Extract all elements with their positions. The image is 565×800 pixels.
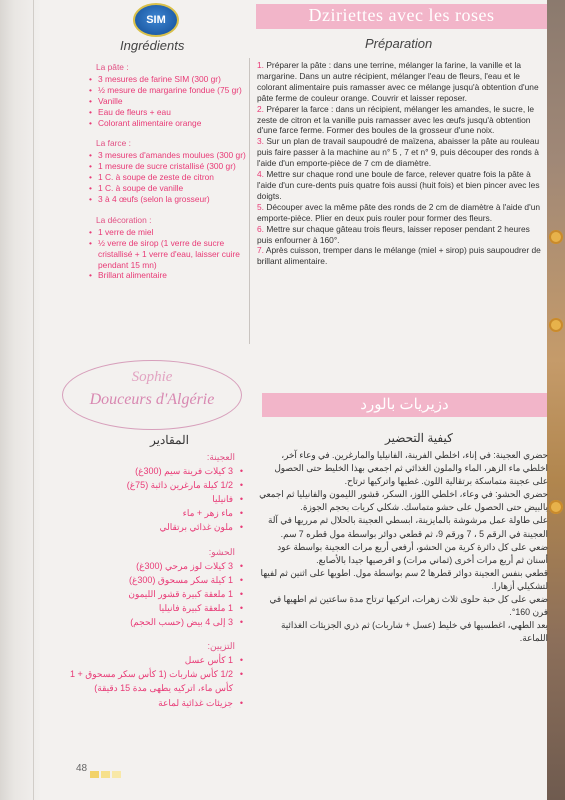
- arabic-preparation: [258, 449, 548, 645]
- flower-icon: [549, 500, 563, 514]
- ingredient-item: • 1 verre de miel: [88, 227, 248, 238]
- ingredient-item: • 1 كيلة سكر مسحوق (300غ): [60, 573, 245, 587]
- ingredient-item: • ماء زهر + ماء: [60, 506, 245, 520]
- step-text: Mettre sur chaque gâteau trois fleurs, laisser reposer pendant 2 heures puis enfourner à 160°.: [257, 223, 530, 245]
- ingredient-item: • 3 كيلات لوز مرحي (300غ): [60, 559, 245, 573]
- page-number: 48: [76, 763, 88, 774]
- step-text: على طاولة عمل مرشوشة بالمايزينة، ابسطي العجينة بالحلال ثم مرريها في آلة العجينة في الرقم 5 ، 7 ورقم 9، ثم قطعي دوائر بواسطة مول قطره 7 سم.: [268, 515, 548, 539]
- step-text: بعد الطهي، اغطسيها في خليط (عسل + شاربات) ثم ذري الجزيئات الغذائية اللماعة.: [281, 620, 548, 644]
- arabic-ingredients-heading: المقادير: [150, 433, 189, 447]
- ingredient-item: • 1 C. à soupe de vanille: [88, 183, 248, 194]
- flower-icon: [549, 318, 563, 332]
- stamp-line-1: Sophie: [131, 369, 173, 385]
- step: [257, 202, 547, 224]
- ingredient-item: • فانيليا: [60, 492, 245, 506]
- french-title: Dziriettes avec les roses: [308, 5, 495, 25]
- step-number: 7.: [257, 245, 264, 256]
- preparation-heading: Préparation: [365, 36, 433, 51]
- ingredient-item: • 3 إلى 4 بيض (حسب الحجم): [60, 615, 245, 629]
- arabic-title-bar: [262, 393, 547, 417]
- ingredient-item: • Colorant alimentaire orange: [88, 118, 248, 129]
- ingredient-item: • جزيئات غذائية لماعة: [60, 696, 245, 710]
- ingredient-item: • 3 mesures de farine SIM (300 gr): [88, 74, 248, 85]
- step-number: 4.: [257, 169, 264, 180]
- step-number: 1.: [257, 60, 264, 70]
- ingredient-item: • 1 كأس عسل: [60, 653, 245, 667]
- ingredient-item: • 1 C. à soupe de zeste de citron: [88, 172, 248, 183]
- step: [257, 245, 547, 267]
- ingredient-item: • Brillant alimentaire: [88, 270, 248, 281]
- step-text: حضري الحشو: في وعاء، اخلطي اللوز، السكر، قشور الليمون والفانيليا ثم اجمعي بالبيض حتى الحصول على حشو متماسك. شكلي كريات بحجم الجوزة.: [259, 489, 548, 513]
- ingredient-item: • 1/2 كأس شاربات (1 كأس سكر مسحوق + 1 كأس ماء، اتركيه يطهى مدة 15 دقيقة): [60, 667, 245, 695]
- ingredient-item: • 3 mesures d'amandes moulues (300 gr): [88, 150, 248, 161]
- step-text: Après cuisson, tremper dans le mélange (miel + sirop) puis saupoudrer de brillant alimentaire.: [257, 245, 541, 267]
- step-text: قطعي بنفس العجينة دوائر قطرها 2 سم بواسطة مول. اطويها على اثنين ثم لفيها لتشكيلي أزهارا.: [260, 567, 548, 591]
- step-text: Découper avec la même pâte des ronds de 2 cm de diamètre à l'aide d'un emporte-pièce. Plier en deux puis rouler pour former des fleurs.: [257, 201, 541, 223]
- step-text: Préparer la farce : dans un récipient, mélanger les amandes, le sucre, le zeste de citron et la vanille puis ramasser avec les œufs jusqu'à obtention d'une farce ferme. Former des boules de la grosseur d'une noix.: [257, 103, 535, 136]
- ingredient-item: • 1 mesure de sucre cristallisé (300 gr): [88, 161, 248, 172]
- page-ornament: [90, 765, 123, 783]
- flower-icon: [549, 230, 563, 244]
- brand-logo: SIM: [133, 3, 179, 37]
- french-title-bar: [256, 4, 547, 29]
- stamp-line-2: Douceurs d'Algérie: [89, 391, 215, 408]
- step-text: Sur un plan de travail saupoudré de maïzena, abaisser la pâte au rouleau puis faire passer à la machine au n° 5 , 7 et n° 9, puis découper des ronds à l'aide d'un emporte-pièce de 7 cm de diamètre.: [257, 136, 540, 169]
- step: [257, 169, 547, 202]
- step-text: Mettre sur chaque rond une boule de farce, relever quatre fois la pâte à l'aide d'un cure-dents puis quatre fois aussi (huit fois) et bien pincer avec les doigts.: [257, 169, 540, 201]
- step: [257, 104, 547, 137]
- ingredient-item: • ½ verre de sirop (1 verre de sucre cristallisé + 1 verre d'eau, laisser cuire pendant 15 mn): [88, 238, 248, 271]
- ingredients-heading: Ingrédients: [120, 38, 185, 53]
- ingredient-item: • 1 ملعقة كبيرة قشور الليمون: [60, 587, 245, 601]
- section-title: التزيين:: [207, 641, 235, 652]
- step-number: 6.: [257, 223, 264, 234]
- step-number: 2.: [257, 103, 264, 114]
- ingredient-item: • 3 à 4 œufs (selon la grosseur): [88, 194, 248, 205]
- step: [257, 136, 547, 169]
- ingredient-item: • 3 كيلات فرينة سيم (300غ): [60, 464, 245, 478]
- step-number: 5.: [257, 201, 264, 212]
- step-text: حضري العجينة: في إناء، اخلطي الفرينة، الفانيليا والمارغرين. في وعاء آخر، اخلطي ماء الزهر، الماء والملون الغذائي ثم اجمعي بهذا الخليط حتى الحصول على عجينة متماسكة برتقالية اللون. غطيها واتركيها ترتاح.: [274, 450, 548, 487]
- french-preparation: [257, 60, 547, 267]
- column-divider: [249, 58, 250, 344]
- ingredient-item: • Eau de fleurs + eau: [88, 107, 248, 118]
- section-title: الحشو:: [208, 546, 235, 557]
- arabic-title: دزيريات بالورد: [360, 396, 449, 413]
- photo-edge: [547, 0, 565, 800]
- step-text: Préparer la pâte : dans une terrine, mélanger la farine, la vanille et la margarine. Dans un autre récipient, mélanger l'eau de fleurs, l'eau et le colorant alimentaire puis ramasser avec ce mélange jusqu'à obtention d'une pâte ferme de couleur orange. Couvrir et laisser reposer.: [257, 60, 539, 103]
- ingredient-item: • Vanille: [88, 96, 248, 107]
- step-text: ضعي على كل دائرة كرية من الحشو، أرفعي أربع مرات العجينة بواسطة عود أسنان ثم أربع مرات أخرى (ثماني مرات) و اقرصيها جيدا بالأصابع.: [277, 541, 548, 565]
- ingredient-item: • 1 ملعقة كبيرة فانيليا: [60, 601, 245, 615]
- section-title: La farce :: [96, 138, 131, 149]
- step: [257, 60, 547, 104]
- ingredient-item: • ملون غذائي برتقالي: [60, 520, 245, 534]
- ingredient-item: • ½ mesure de margarine fondue (75 gr): [88, 85, 248, 96]
- watermark-stamp: [62, 360, 242, 430]
- step-number: 3.: [257, 136, 264, 147]
- arabic-preparation-heading: كيفية التحضير: [385, 431, 453, 445]
- section-title: La décoration :: [96, 214, 152, 225]
- section-title: La pâte :: [96, 62, 129, 72]
- ingredient-item: • 1/2 كيلة مارغرين ذائبة (75غ): [60, 478, 245, 492]
- step: [257, 224, 547, 246]
- french-ingredients: [88, 62, 248, 281]
- book-spine: [0, 0, 40, 800]
- step-text: ضعي على كل حبة حلوى ثلاث زهرات، اتركيها ترتاح مدة ساعتين ثم اطهيها في فرن 160°.: [269, 594, 548, 618]
- section-title: العجينة:: [206, 452, 235, 462]
- arabic-ingredients: [60, 450, 245, 710]
